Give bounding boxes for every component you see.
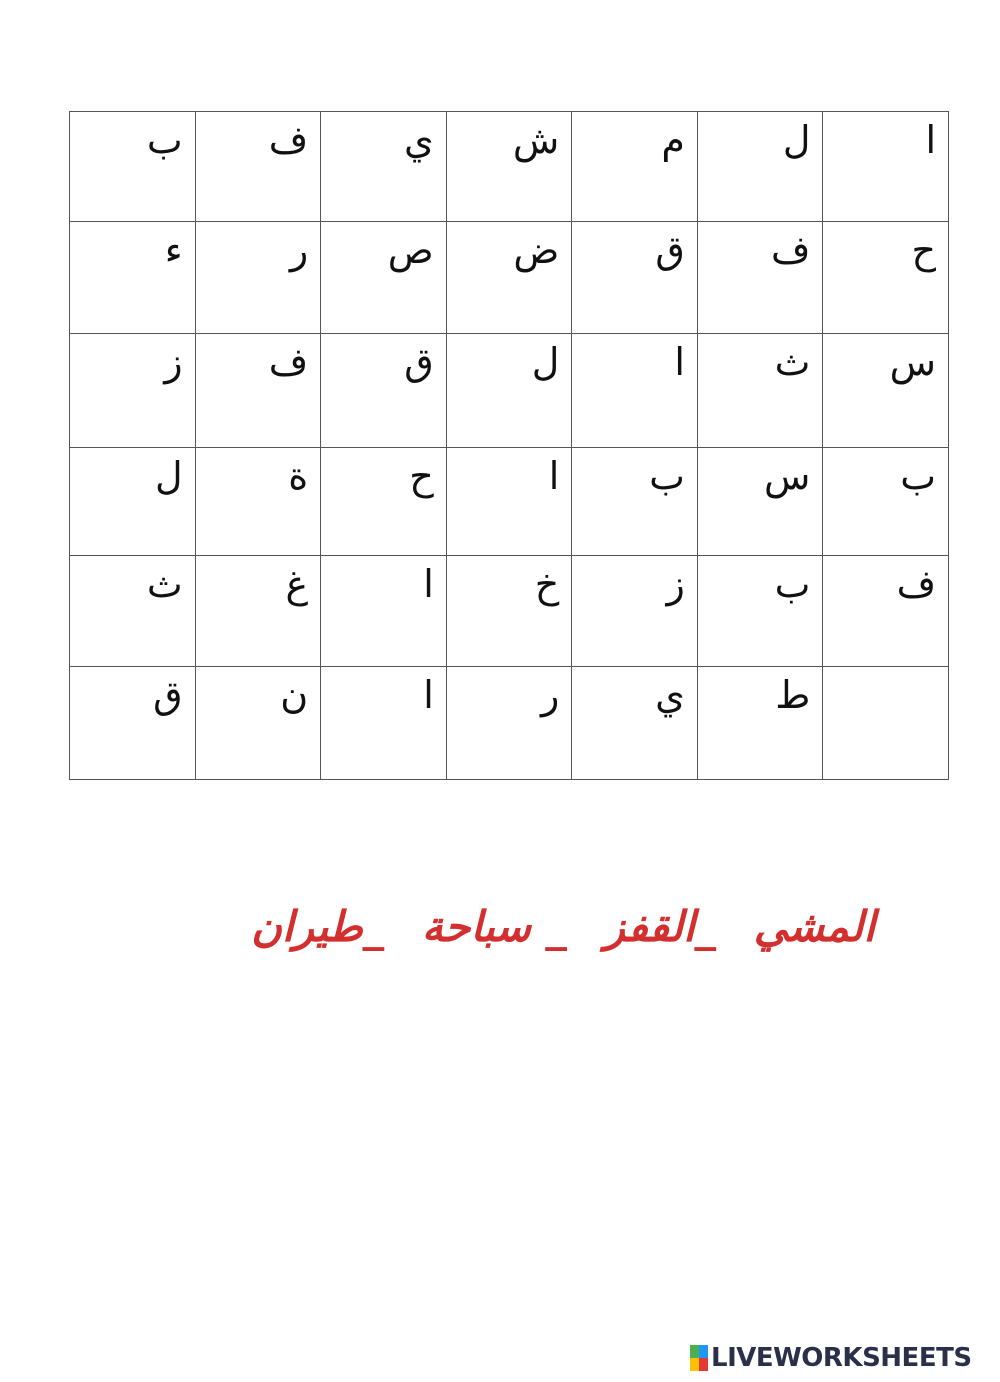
grid-cell[interactable]: ق <box>321 334 447 448</box>
grid-cell[interactable]: خ <box>446 556 572 667</box>
grid-row <box>70 667 949 780</box>
grid-cell[interactable]: ط <box>697 667 823 780</box>
grid-cell[interactable]: ا <box>823 112 949 222</box>
grid-cell[interactable]: ف <box>195 334 321 448</box>
grid-cell[interactable]: ن <box>195 667 321 780</box>
grid-body <box>70 112 949 780</box>
grid-cell[interactable]: ب <box>572 448 698 556</box>
grid-cell[interactable]: ث <box>70 556 196 667</box>
word-item: _القفز <box>604 902 716 951</box>
grid-cell[interactable]: ق <box>572 222 698 334</box>
grid-cell[interactable]: م <box>572 112 698 222</box>
grid-cell[interactable]: ا <box>321 556 447 667</box>
grid-cell[interactable]: س <box>697 448 823 556</box>
grid-cell[interactable]: ح <box>823 222 949 334</box>
grid-cell[interactable]: س <box>823 334 949 448</box>
liveworksheets-logo-icon <box>690 1345 708 1371</box>
word-item: المشي <box>753 902 875 951</box>
grid-cell[interactable]: ر <box>446 667 572 780</box>
grid-cell[interactable]: ي <box>572 667 698 780</box>
logo-block <box>699 1345 708 1358</box>
word-search-grid <box>69 111 949 780</box>
grid-row <box>70 448 949 556</box>
grid-cell[interactable]: ق <box>70 667 196 780</box>
grid-cell[interactable]: ل <box>697 112 823 222</box>
grid-cell[interactable]: ض <box>446 222 572 334</box>
grid-cell[interactable]: ر <box>195 222 321 334</box>
grid-cell[interactable]: ا <box>446 448 572 556</box>
grid-cell[interactable]: ز <box>70 334 196 448</box>
grid-cell[interactable]: ي <box>321 112 447 222</box>
grid-row <box>70 222 949 334</box>
logo-block <box>690 1345 699 1358</box>
grid-cell[interactable]: ب <box>697 556 823 667</box>
grid-row <box>70 334 949 448</box>
logo-block <box>699 1358 708 1371</box>
grid-cell[interactable]: ص <box>321 222 447 334</box>
grid-cell[interactable] <box>823 667 949 780</box>
brand-name: LIVEWORKSHEETS <box>711 1343 972 1373</box>
grid-cell[interactable]: ء <box>70 222 196 334</box>
grid-cell[interactable]: ا <box>572 334 698 448</box>
grid-cell[interactable]: ث <box>697 334 823 448</box>
grid-cell[interactable]: ش <box>446 112 572 222</box>
grid-row <box>70 112 949 222</box>
grid-cell[interactable]: ا <box>321 667 447 780</box>
grid-cell[interactable]: ل <box>70 448 196 556</box>
grid-cell[interactable]: ف <box>823 556 949 667</box>
grid-cell[interactable]: غ <box>195 556 321 667</box>
grid-cell[interactable]: ز <box>572 556 698 667</box>
grid-cell[interactable]: ة <box>195 448 321 556</box>
grid-row <box>70 556 949 667</box>
grid-cell[interactable]: ف <box>697 222 823 334</box>
word-item: _طيران <box>251 902 384 951</box>
grid-cell[interactable]: ف <box>195 112 321 222</box>
grid-cell[interactable]: ح <box>321 448 447 556</box>
liveworksheets-brand <box>690 1340 972 1376</box>
grid-cell[interactable]: ب <box>823 448 949 556</box>
word-bank <box>150 892 875 962</box>
word-item: _ سباحة <box>421 902 567 951</box>
grid-cell[interactable]: ل <box>446 334 572 448</box>
grid-cell[interactable]: ب <box>70 112 196 222</box>
logo-block <box>690 1358 699 1371</box>
